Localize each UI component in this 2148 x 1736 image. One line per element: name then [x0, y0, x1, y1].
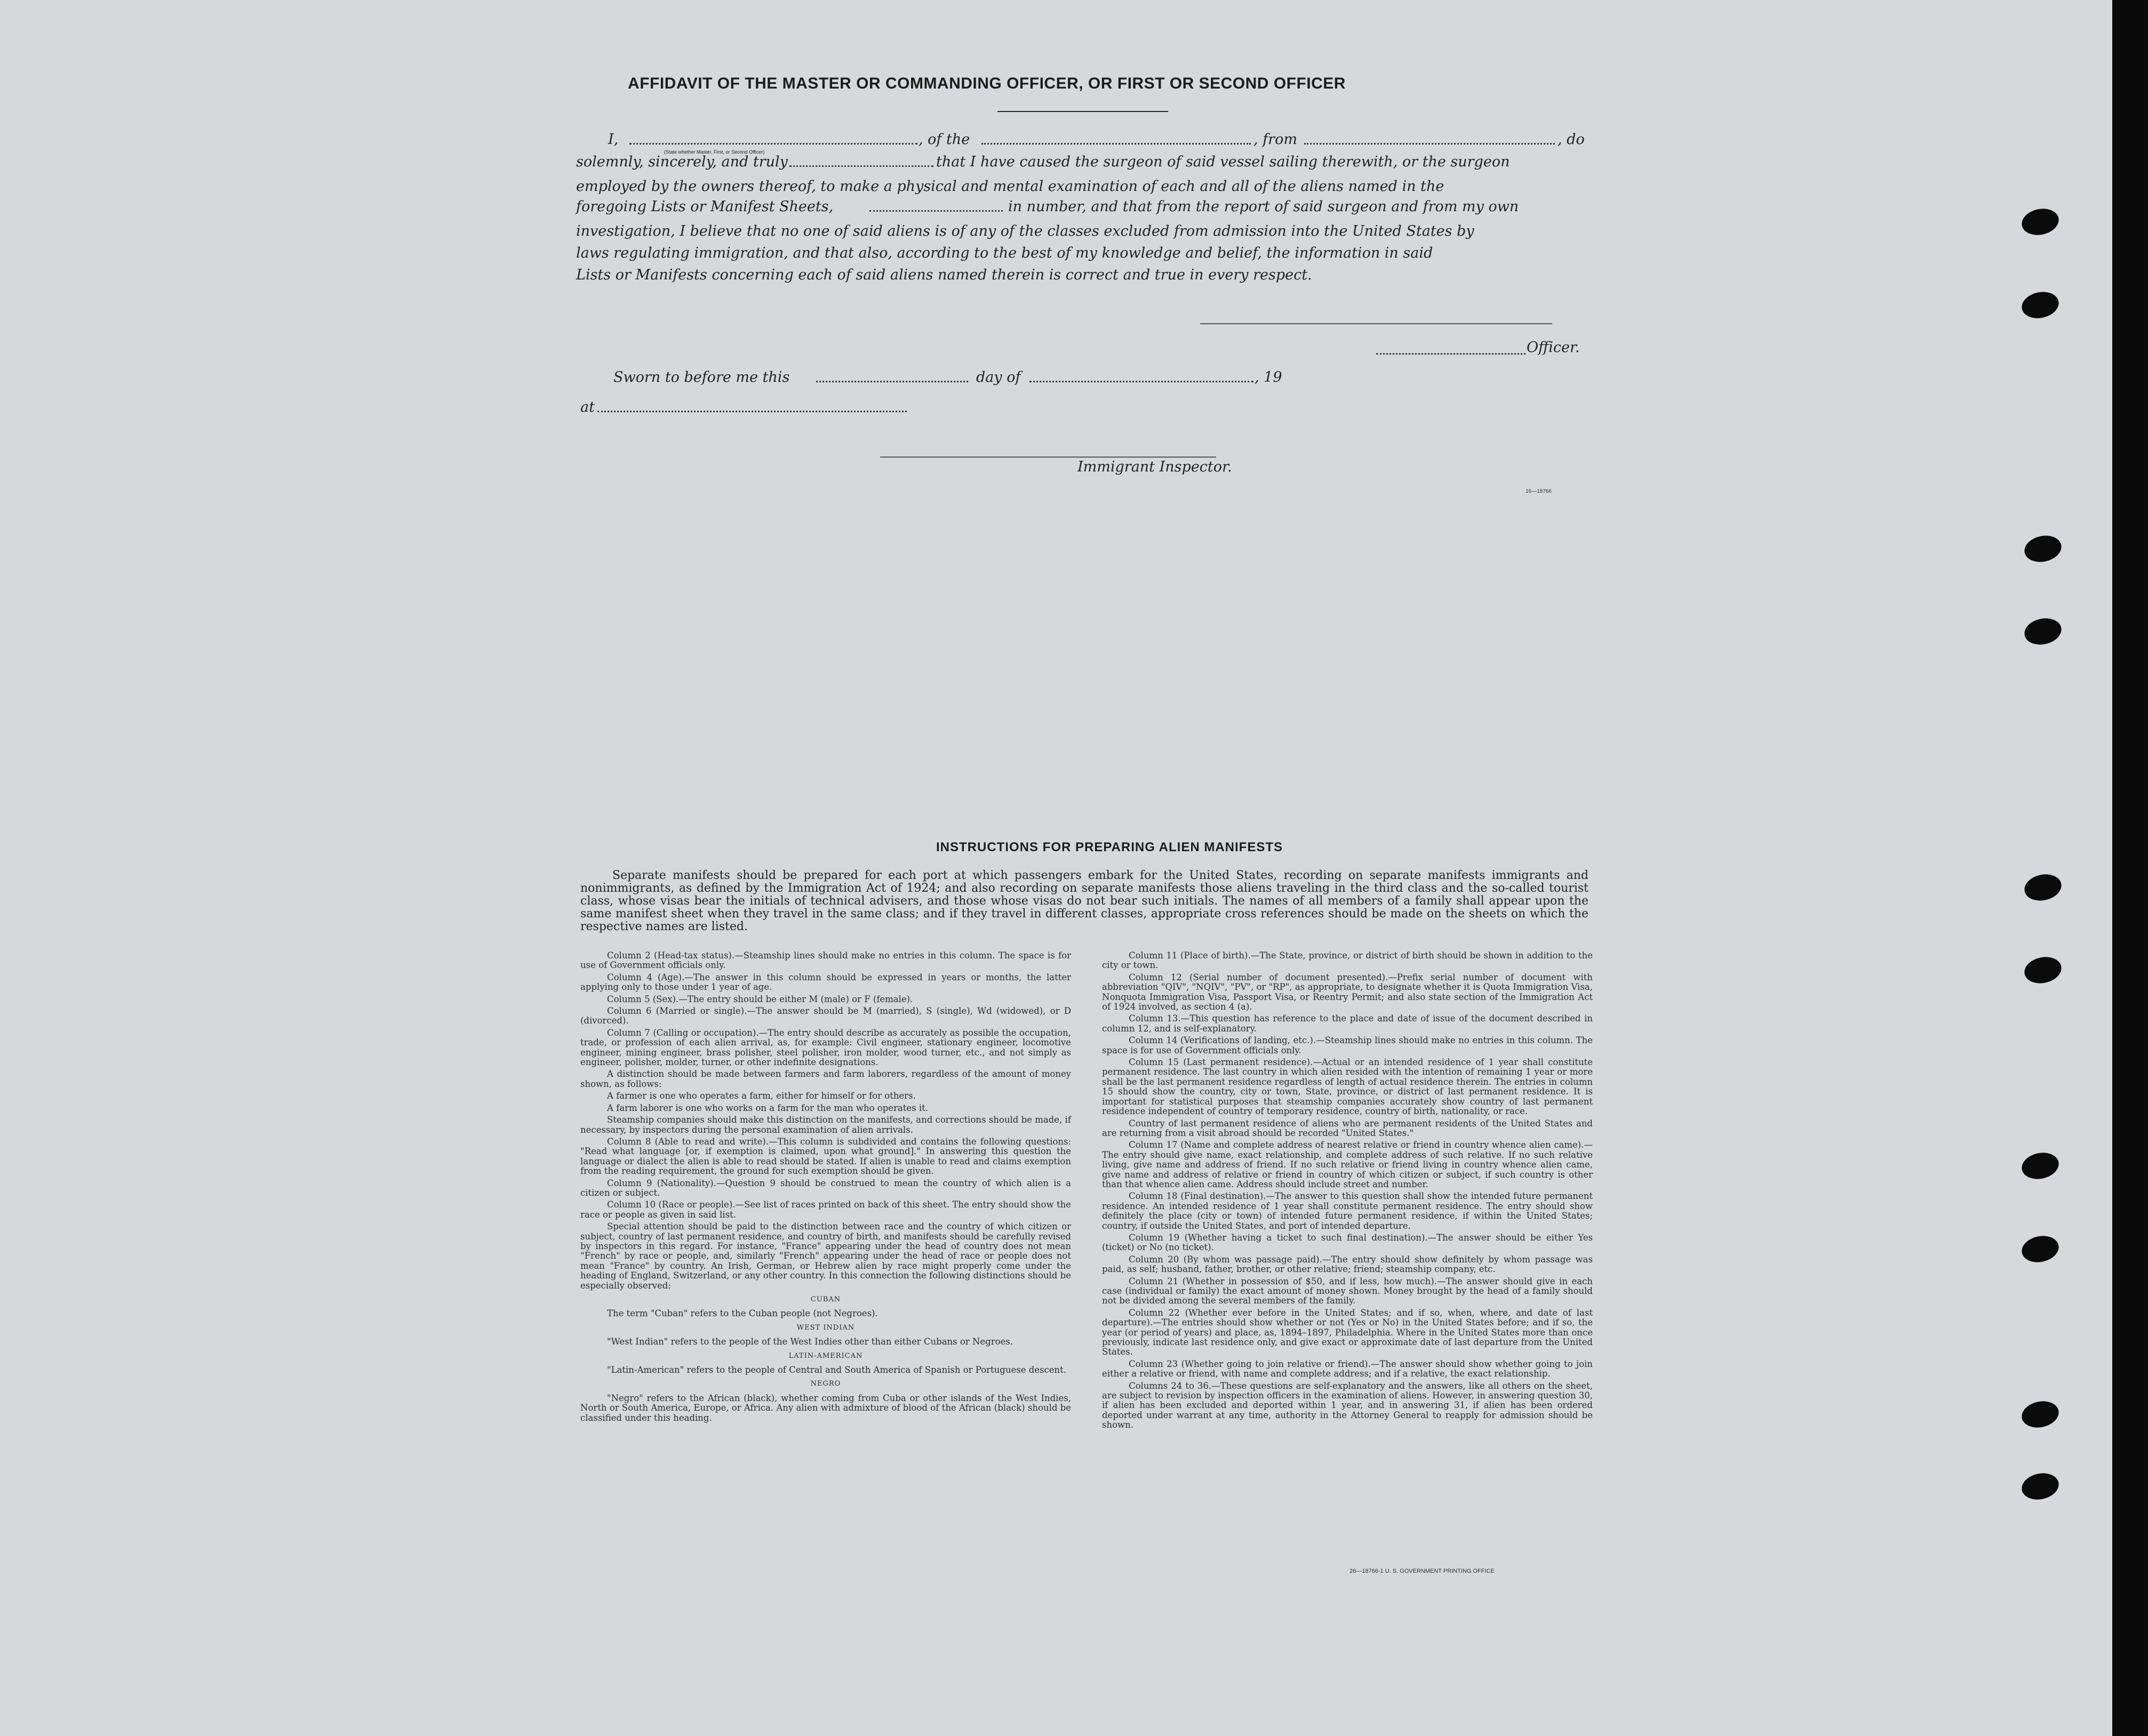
negro-heading: NEGRO — [810, 1380, 841, 1388]
form-number: 16—18766 — [1526, 489, 1552, 494]
right-paragraph: Column 17 (Name and complete address of nearest relative or friend in country whence alien came).—The entry should give name, exact relationship, and complete address of such relative. If no such relative living, give name and address of friend. If no such relative or friend living in country whence alien came, give name and address of relative or friend in country of which citizen or subject, if such country is other than that whence alien came. Address should include street and number. — [1102, 1140, 1593, 1189]
right-paragraph: Column 13.—This question has reference to the place and date of issue of the document described in column 12, and is self-explanatory. — [1102, 1013, 1593, 1034]
affidavit-title: AFFIDAVIT OF THE MASTER OR COMMANDING OFFICER, OR FIRST OR SECOND OFFICER — [628, 75, 1346, 92]
affidavit-do: , do — [1558, 131, 1585, 148]
affidavit-line6: laws regulating immigration, and that also, according to the best of my knowledge and belief, the information in said — [576, 245, 1433, 261]
left-paragraph: Special attention should be paid to the distinction between race and the country of which citizen or subject, country of last permanent residence, and country of birth, and manifests should be carefully revised by inspectors in this regard. For instance, "France" appearing under the head of country does not mean "French" by race or people, and, similarly "French" appearing under the head of race or people does not mean "France" by country. An Irish, German, or Hebrew alien by race might properly come under the heading of England, Switzerland, or any other country. In this connection the following distinctions should be especially observed: — [580, 1221, 1071, 1291]
west-indian-heading: WEST INDIAN — [796, 1323, 855, 1332]
affidavit-line3: employed by the owners thereof, to make a physical and mental examination of each and all of the aliens named in the — [576, 178, 1444, 195]
punch-hole — [2019, 1398, 2061, 1431]
instructions-left-column — [580, 951, 1071, 1425]
punch-hole — [2022, 871, 2064, 904]
title-rule — [997, 111, 1168, 112]
right-paragraph: Column 18 (Final destination).—The answer to this question shall show the intended future permanent residence. An intended residence of 1 year shall constitute permanent residence. The entry should show definitely the place (city or town) of intended future permanent residence, if within the United States; country, if outside the United States, and port of intended departure. — [1102, 1191, 1593, 1231]
left-paragraph: Column 7 (Calling or occupation).—The entry should describe as accurately as possible the occupation, trade, or profession of each alien arrival, as, for example: Civil engineer, stationary engineer, locomotive engineer, mining engineer, brass polisher, steel polisher, iron molder, wood turner, etc., and not simply as engineer, polisher, molder, turner, or other indefinite designations. — [580, 1027, 1071, 1068]
port-field[interactable] — [1304, 143, 1555, 145]
left-paragraph: Column 4 (Age).—The answer in this column should be expressed in years or months, the latter applying only to those under 1 year of age. — [580, 972, 1071, 993]
left-paragraph: A farmer is one who operates a farm, either for himself or for others. — [607, 1091, 916, 1101]
right-paragraph: Column 12 (Serial number of document presented).—Prefix serial number of document with abbreviation "QIV", "NQIV", "PV", or "RP", as appropriate, to designate whether it is Quota Immigration Visa, Nonquota Immigration Visa, Passport Visa, or Reentry Permit; and also state section of the Immigration Act of 1924 involved, as section 4 (a). — [1102, 972, 1593, 1012]
year-label: , 19 — [1255, 369, 1282, 386]
left-paragraph: A distinction should be made between farmers and farm laborers, regardless of the amount of money shown, as follows: — [580, 1069, 1071, 1089]
punch-hole — [2019, 205, 2061, 238]
right-paragraph: Country of last permanent residence of aliens who are permanent residents of the United States and are returning from a visit abroad should be recorded "United States." — [1102, 1118, 1593, 1138]
scan-border — [2112, 0, 2148, 1736]
punch-hole — [2022, 954, 2064, 987]
inspector-label: Immigrant Inspector. — [1077, 459, 1232, 475]
officer-title-field[interactable] — [1376, 353, 1526, 355]
affidavit-line7: Lists or Manifests concerning each of said aliens named therein is correct and true in every respect. — [576, 267, 1312, 283]
sworn-label: Sworn to before me this — [613, 369, 790, 386]
instructions-right-column — [1102, 951, 1593, 1433]
vessel-name-field[interactable] — [981, 143, 1251, 145]
right-paragraph: Column 19 (Whether having a ticket to such final destination).—The answer should be either Yes (ticket) or No (no ticket). — [1102, 1232, 1593, 1253]
punch-hole — [2022, 532, 2064, 565]
officer-label: Officer. — [1527, 339, 1580, 356]
affidavit-line2a: solemnly, sincerely, and truly — [576, 154, 788, 170]
affidavit-line5: investigation, I believe that no one of said aliens is of any of the classes excluded from admission into the United States by — [576, 223, 1474, 239]
at-label: at — [580, 399, 595, 415]
instructions-title: INSTRUCTIONS FOR PREPARING ALIEN MANIFESTS — [936, 840, 1283, 854]
left-paragraph: Steamship companies should make this distinction on the manifests, and corrections should be made, if necessary, by inspectors during the personal examination of alien arrivals. — [580, 1115, 1071, 1135]
sworn-month-field[interactable] — [1029, 381, 1253, 382]
sworn-day-field[interactable] — [816, 381, 968, 382]
negro-definition: "Negro" refers to the African (black), whether coming from Cuba or other islands of the West Indies, North or South America, Europe, or Africa. Any alien with admixture of blood of the African (black) should be classified under this heading. — [580, 1393, 1071, 1423]
punch-hole — [2019, 289, 2061, 322]
cuban-definition: The term "Cuban" refers to the Cuban people (not Negroes). — [607, 1308, 878, 1319]
punch-hole — [2019, 1149, 2061, 1182]
inspector-signature-line[interactable] — [880, 457, 1216, 458]
instructions-intro: Separate manifests should be prepared for each port at which passengers embark for the United States, recording on separate manifests immigrants and nonimmigrants, as defined by the Immigration Act of 1924; and also recording on separate manifests those aliens traveling in the third class and the so-called tourist class, whose visas bear the initials of technical advisers, and those whose visas do not bear such initials. The names of all members of a family shall appear upon the same manifest sheet when they travel in the same class; and if they travel in different classes, appropriate cross references should be made on the sheets on which the respective names are listed. — [580, 869, 1588, 933]
right-paragraph: Column 22 (Whether ever before in the United States; and if so, when, where, and date of last departure).—The entries should show whether or not (Yes or No) in the United States before; and if so, the year (or period of years) and place, as, 1894–1897, Philadelphia. Where in the United States more than once previously, indicate last residence only, and give exact or approximate date of last departure from the United States. — [1102, 1307, 1593, 1357]
west-indian-definition: "West Indian" refers to the people of the West Indies other than either Cubans or Negroes. — [607, 1337, 1013, 1347]
latin-american-heading: LATIN-AMERICAN — [788, 1351, 863, 1360]
left-paragraph: Column 9 (Nationality).—Question 9 should be construed to mean the country of which alien is a citizen or subject. — [580, 1178, 1071, 1198]
affidavit-line2b: that I have caused the surgeon of said vessel sailing therewith, or the surgeon — [936, 154, 1510, 170]
day-of-label: day of — [976, 369, 1021, 386]
right-paragraph: Column 20 (By whom was passage paid).—The entry should show definitely by whom passage was paid, as self; husband, father, brother, or other relative; friend; steamship company, etc. — [1102, 1254, 1593, 1275]
left-paragraph: Column 2 (Head-tax status).—Steamship lines should make no entries in this column. The space is for use of Government officials only. — [580, 950, 1071, 971]
affidavit-line4b: in number, and that from the report of said surgeon and from my own — [1008, 198, 1519, 215]
right-paragraph: Column 11 (Place of birth).—The State, province, or district of birth should be shown in addition to the city or town. — [1102, 950, 1593, 971]
right-paragraph: Column 23 (Whether going to join relative or friend).—The answer should show whether going to join either a relative or friend, with name and complete address; and if a relative, the exact relationship. — [1102, 1358, 1593, 1379]
left-paragraph: Column 10 (Race or people).—See list of races printed on back of this sheet. The entry should show the race or people as given in said list. — [580, 1199, 1071, 1220]
oath-blank-field[interactable] — [789, 165, 933, 167]
left-paragraph: A farm laborer is one who works on a farm for the man who operates it. — [607, 1102, 929, 1113]
officer-signature-line[interactable] — [1200, 323, 1552, 324]
right-paragraph: Column 21 (Whether in possession of $50, and if less, how much).—The answer should give in each case (individual or family) the exact amount of money shown. Money brought by the head of a family should not be divided among the several members of the family. — [1102, 1276, 1593, 1306]
right-paragraph: Column 14 (Verifications of landing, etc.).—Steamship lines should make no entries in this column. The space is for use of Government officials only. — [1102, 1035, 1593, 1055]
left-paragraph: Column 6 (Married or single).—The answer should be M (married), S (single), Wd (widowed), or D (divorced). — [580, 1006, 1071, 1026]
affidavit-from: , from — [1253, 131, 1297, 148]
sheet-count-field[interactable] — [869, 210, 1003, 212]
punch-hole — [2019, 1233, 2061, 1266]
affidavit-of-the: , of the — [919, 131, 970, 148]
left-paragraph: Column 5 (Sex).—The entry should be either M (male) or F (female). — [607, 994, 913, 1004]
officer-rank-note: (State whether Master, First, or Second Officer) — [664, 149, 765, 155]
printing-office-footer: 26—18766-1 U. S. GOVERNMENT PRINTING OFFICE — [1350, 1568, 1495, 1574]
punch-hole — [2019, 1470, 2061, 1503]
affidavit-line4a: foregoing Lists or Manifest Sheets, — [576, 198, 834, 215]
right-paragraph: Column 15 (Last permanent residence).—Actual or an intended residence of 1 year shall constitute permanent residence. The last country in which alien resided with the intention of remaining 1 year or more shall be the last permanent residence regardless of length of actual residence therein. The entries in column 15 should show the country, city or town, State, province, or district of last permanent residence. It is important for statistical purposes that steamship companies accurately show country of last permanent residence independent of country of temporary residence, country of birth, nationality, or race. — [1102, 1057, 1593, 1117]
officer-name-field[interactable] — [629, 143, 917, 145]
cuban-heading: CUBAN — [810, 1295, 841, 1303]
right-paragraph: Columns 24 to 36.—These questions are self-explanatory and the answers, like all others on the sheet, are subject to revision by inspection officers in the examination of aliens. However, in answering question 30, if alien has been excluded and deported within 1 year, and in answering 31, if alien has been ordered deported under warrant at any time, authority in the Attorney General to reapply for admission should be shown. — [1102, 1380, 1593, 1430]
sworn-place-field[interactable] — [597, 411, 907, 412]
affidavit-i: I, — [608, 131, 619, 148]
latin-american-definition: "Latin-American" refers to the people of Central and South America of Spanish or Portuguese descent. — [607, 1365, 1067, 1375]
left-paragraph: Column 8 (Able to read and write).—This column is subdivided and contains the following questions: "Read what language [or, if exemption is claimed, upon what ground]." In answering this question the language or dialect the alien is able to read should be stated. If alien is unable to read and claims exemption from the reading requirement, the ground for such exemption should be given. — [580, 1136, 1071, 1177]
punch-hole — [2022, 615, 2064, 648]
